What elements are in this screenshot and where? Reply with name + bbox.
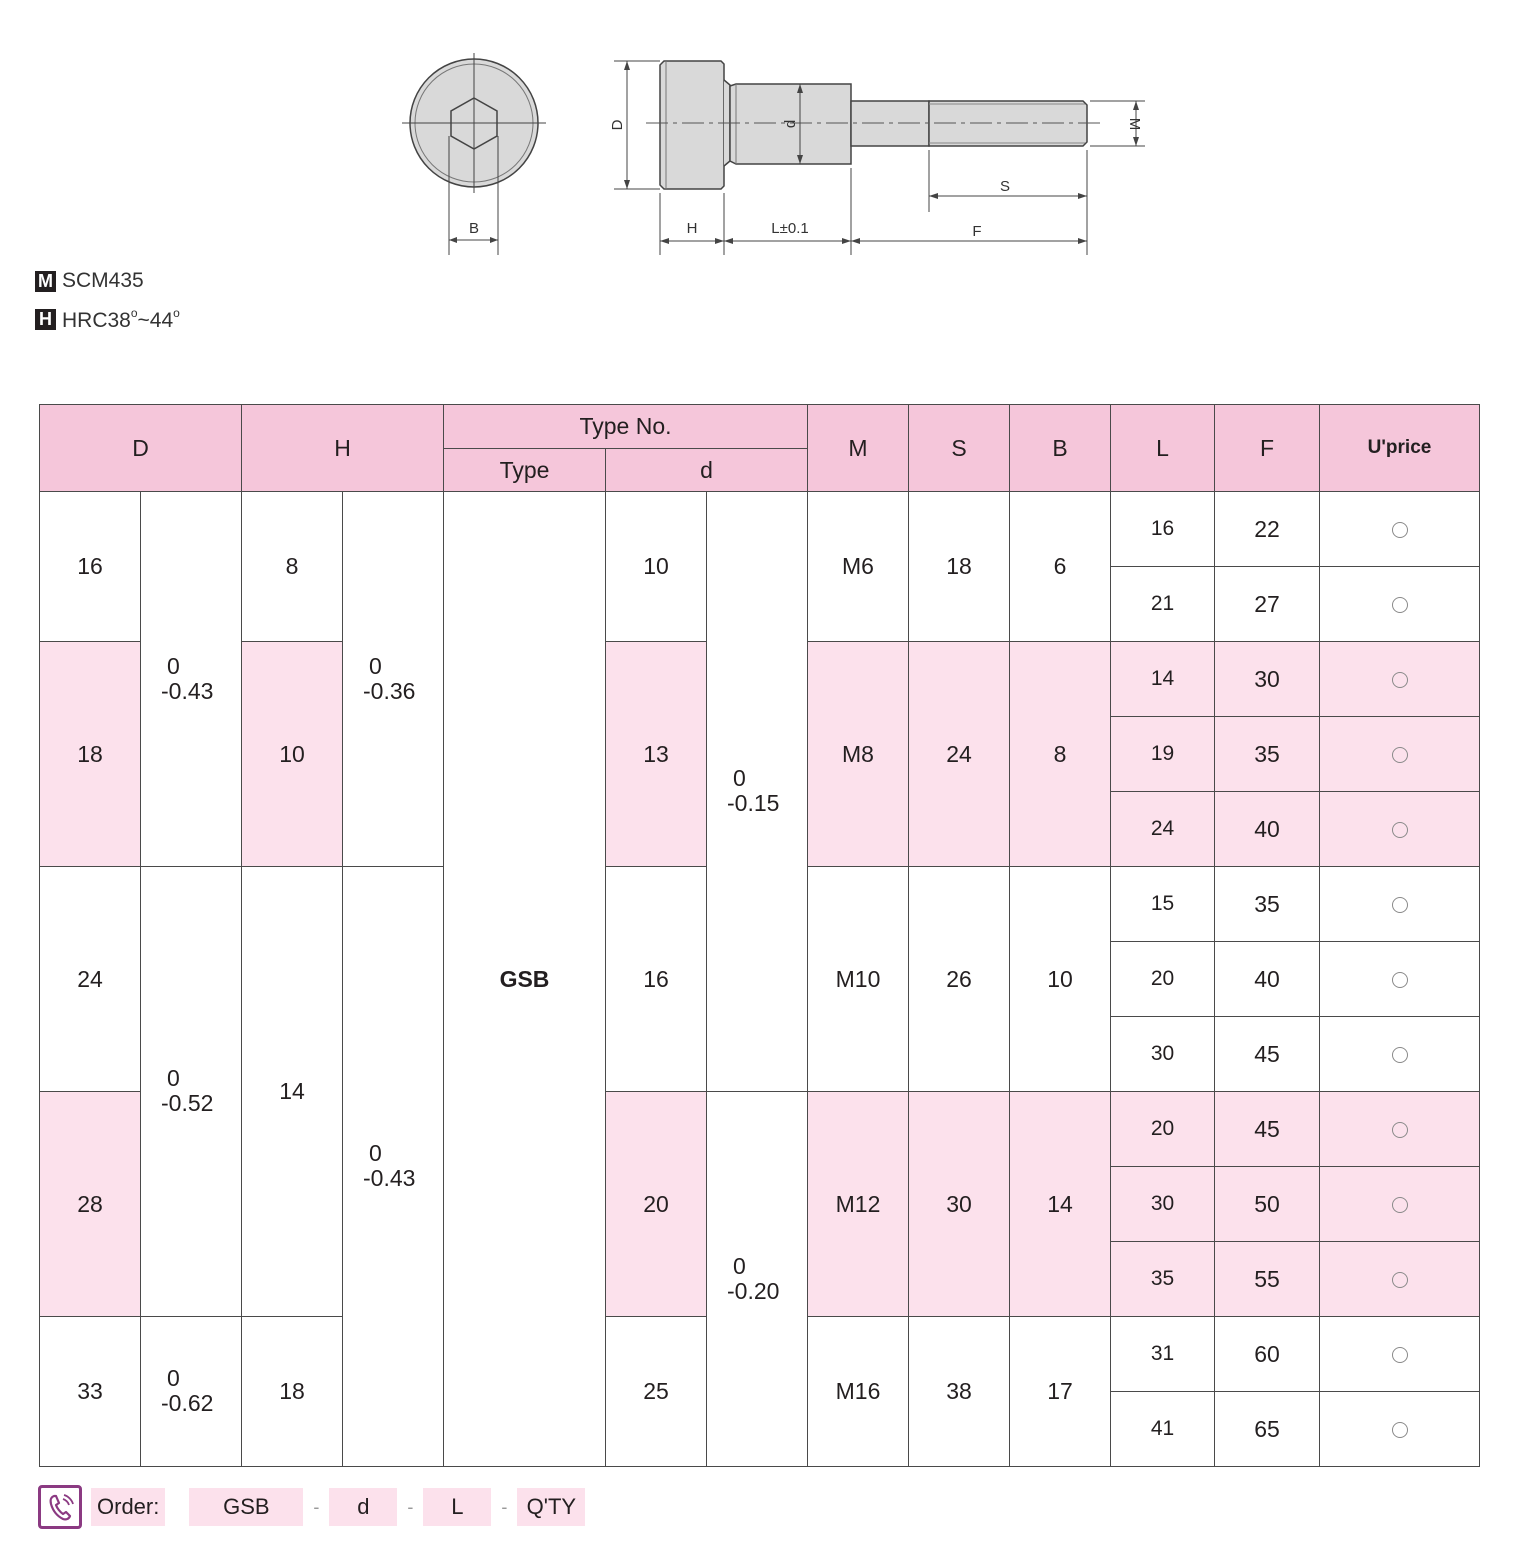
order-separator: - <box>407 1496 414 1517</box>
l-value: 24 <box>1111 792 1215 867</box>
price-circle-icon <box>1392 972 1408 988</box>
f-value: 30 <box>1215 642 1320 717</box>
l-value: 16 <box>1111 492 1215 567</box>
price-circle-icon <box>1392 1197 1408 1213</box>
dim-label-m: M <box>1126 117 1143 131</box>
header-d: D <box>40 405 242 492</box>
uprice-cell[interactable] <box>1320 1017 1480 1092</box>
d-value: 28 <box>40 1092 141 1317</box>
price-circle-icon <box>1392 1347 1408 1363</box>
header-m: M <box>808 405 909 492</box>
order-separator: - <box>313 1496 320 1517</box>
d-value: 16 <box>40 492 141 642</box>
l-value: 14 <box>1111 642 1215 717</box>
f-value: 40 <box>1215 792 1320 867</box>
price-circle-icon <box>1392 1047 1408 1063</box>
hardness-value: HRC38$^o$~44$^o$ <box>62 305 180 332</box>
h-value: 8 <box>242 492 343 642</box>
type-value: GSB <box>444 492 606 1467</box>
m-value: M8 <box>808 642 909 867</box>
uprice-cell[interactable] <box>1320 1092 1480 1167</box>
l-value: 20 <box>1111 942 1215 1017</box>
uprice-cell[interactable] <box>1320 717 1480 792</box>
price-circle-icon <box>1392 672 1408 688</box>
l-value: 30 <box>1111 1017 1215 1092</box>
shoulder-d-value: 10 <box>606 492 707 642</box>
dim-label-l: L±0.1 <box>771 220 809 237</box>
m-value: M12 <box>808 1092 909 1317</box>
l-value: 30 <box>1111 1167 1215 1242</box>
price-circle-icon <box>1392 522 1408 538</box>
d-value: 18 <box>40 642 141 867</box>
price-circle-icon <box>1392 597 1408 613</box>
technical-drawing <box>0 0 1520 270</box>
l-value: 35 <box>1111 1242 1215 1317</box>
f-value: 40 <box>1215 942 1320 1017</box>
header-b: B <box>1010 405 1111 492</box>
header-h: H <box>242 405 444 492</box>
header-type: Type <box>444 449 606 492</box>
f-value: 45 <box>1215 1092 1320 1167</box>
phone-icon[interactable] <box>38 1485 82 1529</box>
header-l: L <box>1111 405 1215 492</box>
price-circle-icon <box>1392 1122 1408 1138</box>
d-value: 33 <box>40 1317 141 1467</box>
price-circle-icon <box>1392 1272 1408 1288</box>
hardness-row <box>35 300 180 338</box>
price-circle-icon <box>1392 822 1408 838</box>
shoulder-d-tolerance: 0 -0.20 <box>707 1092 808 1467</box>
dim-label-d-head: D <box>609 119 626 131</box>
m-value: M6 <box>808 492 909 642</box>
order-separator: - <box>501 1496 508 1517</box>
l-value: 20 <box>1111 1092 1215 1167</box>
h-tolerance: 0 -0.36 <box>343 492 444 867</box>
material-key: M <box>35 271 56 292</box>
h-value: 10 <box>242 642 343 867</box>
dim-label-d-shoulder: d <box>782 119 799 129</box>
uprice-cell[interactable] <box>1320 1317 1480 1392</box>
header-s: S <box>909 405 1010 492</box>
h-value: 14 <box>242 867 343 1317</box>
order-field-type: GSB <box>189 1488 303 1526</box>
b-value: 17 <box>1010 1317 1111 1467</box>
f-value: 60 <box>1215 1317 1320 1392</box>
order-field-qty: Q'TY <box>517 1488 585 1526</box>
material-specs <box>35 262 180 338</box>
side-view <box>609 61 1145 255</box>
d-tolerance: 0 -0.43 <box>141 492 242 867</box>
uprice-cell[interactable] <box>1320 1167 1480 1242</box>
material-row <box>35 262 180 300</box>
m-value: M16 <box>808 1317 909 1467</box>
table-row <box>40 492 1480 567</box>
f-value: 65 <box>1215 1392 1320 1467</box>
dim-label-f: F <box>972 223 982 240</box>
order-field-l: L <box>423 1488 491 1526</box>
order-label: Order: <box>91 1488 165 1526</box>
h-tolerance: 0 -0.43 <box>343 867 444 1467</box>
s-value: 30 <box>909 1092 1010 1317</box>
uprice-cell[interactable] <box>1320 1242 1480 1317</box>
header-row-1 <box>40 405 1480 449</box>
uprice-cell[interactable] <box>1320 867 1480 942</box>
l-value: 19 <box>1111 717 1215 792</box>
price-circle-icon <box>1392 897 1408 913</box>
m-value: M10 <box>808 867 909 1092</box>
d-value: 24 <box>40 867 141 1092</box>
shoulder-d-tolerance: 0 -0.15 <box>707 492 808 1092</box>
s-value: 24 <box>909 642 1010 867</box>
l-value: 15 <box>1111 867 1215 942</box>
price-circle-icon <box>1392 1422 1408 1438</box>
uprice-cell[interactable] <box>1320 642 1480 717</box>
s-value: 26 <box>909 867 1010 1092</box>
l-value: 41 <box>1111 1392 1215 1467</box>
s-value: 38 <box>909 1317 1010 1467</box>
dim-label-s: S <box>999 178 1011 195</box>
spec-table <box>39 404 1480 1467</box>
s-value: 18 <box>909 492 1010 642</box>
f-value: 55 <box>1215 1242 1320 1317</box>
price-circle-icon <box>1392 747 1408 763</box>
end-view <box>402 53 546 255</box>
hardness-key: H <box>35 309 56 330</box>
l-value: 21 <box>1111 567 1215 642</box>
b-value: 6 <box>1010 492 1111 642</box>
header-f: F <box>1215 405 1320 492</box>
d-tolerance: 0 -0.52 <box>141 867 242 1317</box>
shoulder-d-value: 16 <box>606 867 707 1092</box>
uprice-cell[interactable] <box>1320 1392 1480 1467</box>
f-value: 50 <box>1215 1167 1320 1242</box>
dim-label-h: H <box>686 220 698 237</box>
header-uprice: U'price <box>1320 405 1480 492</box>
f-value: 27 <box>1215 567 1320 642</box>
f-value: 35 <box>1215 867 1320 942</box>
uprice-cell[interactable] <box>1320 942 1480 1017</box>
header-type-no: Type No. <box>444 405 808 449</box>
h-value: 18 <box>242 1317 343 1467</box>
b-value: 8 <box>1010 642 1111 867</box>
l-value: 31 <box>1111 1317 1215 1392</box>
uprice-cell[interactable] <box>1320 792 1480 867</box>
order-code-bar <box>38 1483 585 1531</box>
order-field-d: d <box>329 1488 397 1526</box>
shoulder-d-value: 20 <box>606 1092 707 1317</box>
f-value: 45 <box>1215 1017 1320 1092</box>
uprice-cell[interactable] <box>1320 492 1480 567</box>
dim-label-b: B <box>468 220 480 237</box>
f-value: 35 <box>1215 717 1320 792</box>
shoulder-d-value: 25 <box>606 1317 707 1467</box>
d-tolerance: 0 -0.62 <box>141 1317 242 1467</box>
material-value: SCM435 <box>62 269 144 292</box>
f-value: 22 <box>1215 492 1320 567</box>
header-d-small: d <box>606 449 808 492</box>
uprice-cell[interactable] <box>1320 567 1480 642</box>
b-value: 10 <box>1010 867 1111 1092</box>
shoulder-d-value: 13 <box>606 642 707 867</box>
b-value: 14 <box>1010 1092 1111 1317</box>
